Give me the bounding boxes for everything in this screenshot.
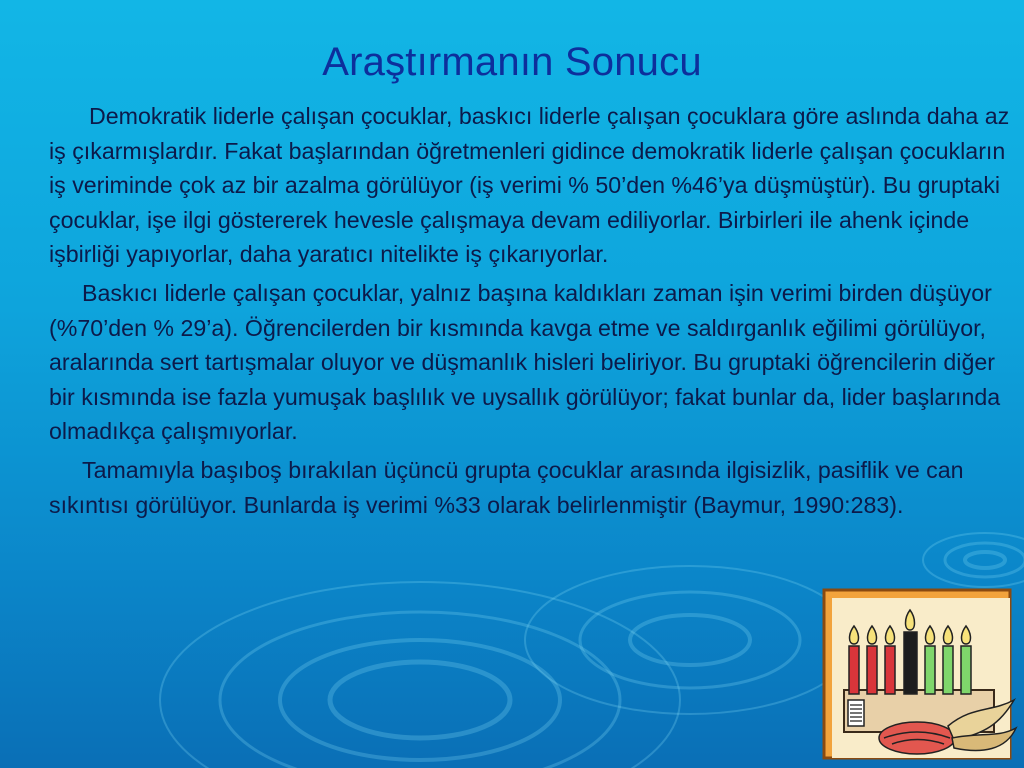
paragraph-authoritarian: Baskıcı liderle çalışan çocuklar, yalnız başına kaldıkları zaman işin verimi birden düşüyor (%70’den % 29’a). Öğrencilerden bir kısmında kavga etme ve saldırganlık eğilimi görülüyor, aralarında sert tartışmalar oluyor ve düşmanlık hisleri beliriyor. Bu gruptaki öğrencilerin diğer bir kısmında ise fazla yumuşak başlılık ve uysallık görülüyor; fakat bunlar da, lider başlarında olmadıkça çalışmıyorlar. [49, 279, 1001, 445]
paragraph-democratic: Demokratik liderle çalışan çocuklar, baskıcı liderle çalışan çocuklara göre aslında daha az iş çıkarmışlardır. Fakat başlarından öğretmenleri gidince demokratik liderle çalışan çocukların iş veriminde çok az bir azalma görülüyor (iş verimi % 50’den %46’ya düşmüştür). Bu gruptaki çocuklar, işe ilgi göstererek hevesle çalışmaya devam ediliyorlar. Birbirleri ile ahenk içinde işbirliği yapıyorlar, daha yaratıcı nitelikte iş çıkarıyorlar. [49, 103, 1010, 268]
slide-title: Araştırmanın Sonucu [322, 40, 702, 84]
paragraph-laissez-faire: Tamamıyla başıboş bırakılan üçüncü grupta çocuklar arasında ilgisizlik, pasiflik ve can sıkıntısı görülüyor. Bunlarda iş verimi %33 olarak belirlenmiştir (Baymur, 1990:283). [49, 456, 964, 518]
slide-body [49, 99, 1017, 526]
kinara-candles-icon [822, 588, 1018, 766]
